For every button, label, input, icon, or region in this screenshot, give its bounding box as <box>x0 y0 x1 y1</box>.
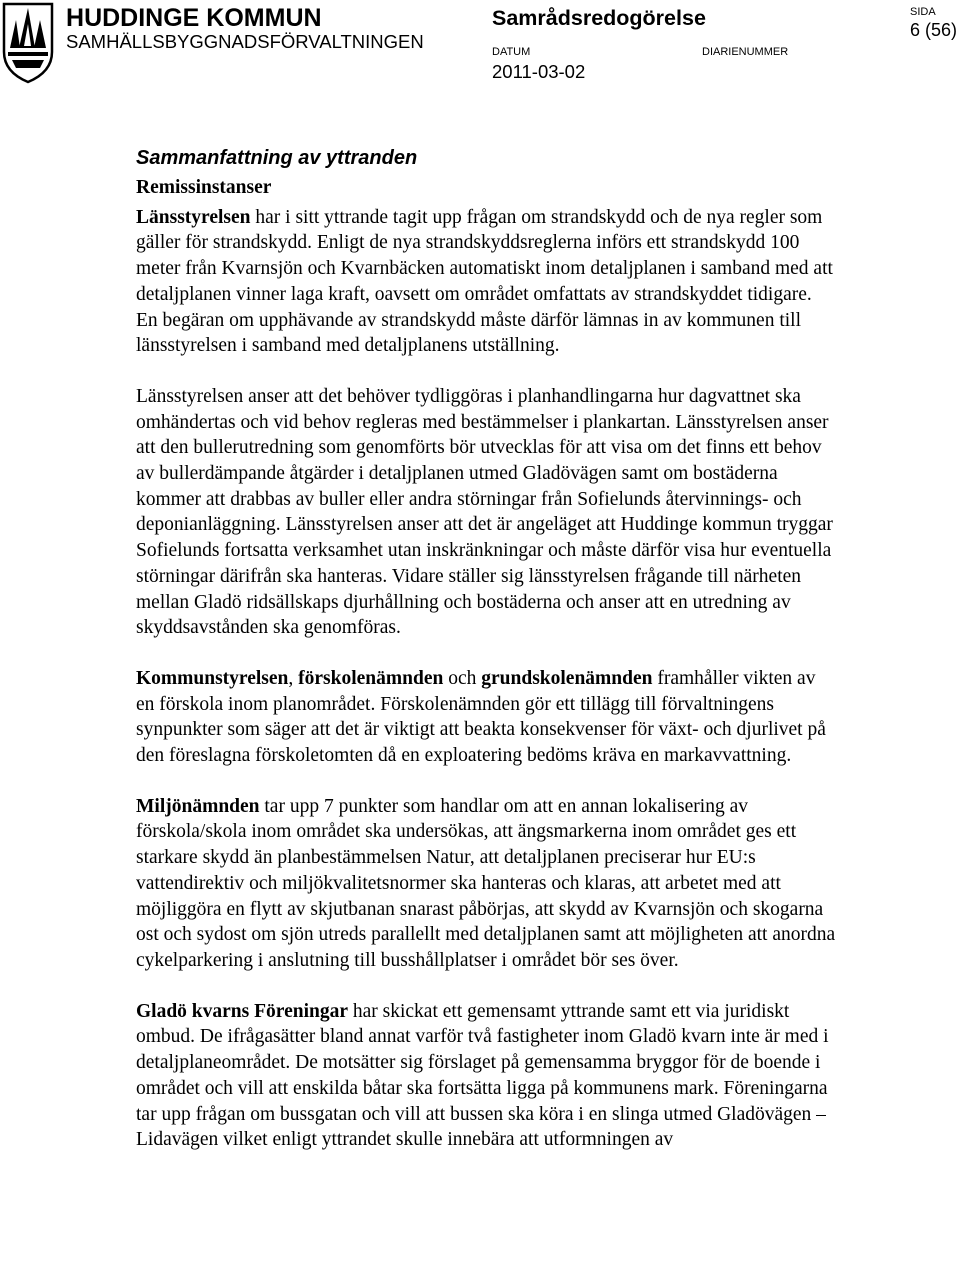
paragraph-glado-kvarns-foreningar: Gladö kvarns Föreningar har skickat ett gemensamt yttrande samt ett via juridiskt ombud. De ifrågasätter bland annat varför två fastigheter inom Gladö kvarn inte är med i detaljplaneområdet. De motsätter sig förslaget på gemensamma bryggor för de boende i området och vill att enskilda båtar ska fortsätta ligga på kommunens mark. Föreningarna tar upp frågan om bussgatan och vill att bussen ska köra i en slinga utmed Gladövägen – Lidavägen vilket enligt yttrandet skulle innebära att utformningen av <box>136 1000 829 1151</box>
paragraph-lansstyrelsen-dagvatten: Länsstyrelsen anser att det behöver tydliggöras i planhandlingarna hur dagvattnet ska omhändertas och vid behov regleras med bestämmelser i plankartan. Länsstyrelsen anser att den bullerutredning som genomförts bör utvecklas för att visa om det finns ett behov av bullerdämpande åtgärder i detaljplanen utmed Gladövägen samt om bostäderna kommer att drabbas av buller eller andra störningar från Sofielunds återvinnings- och deponianläggning. Länsstyrelsen anser att det är angeläget att Huddinge kommun tryggar Sofielunds fortsatta verksamhet utan inskränkningar och måste därför visa hur eventuella störningar därifrån ska hanteras. Vidare ställer sig länsstyrelsen frågande till närheten mellan Gladö ridsällskaps djurhållning och bostäderna och anser att en utredning av skyddsavstånden ska genomföras. <box>136 385 833 639</box>
document-body <box>136 144 836 1153</box>
subheading: Remissinstanser <box>136 177 272 198</box>
date-value: 2011-03-02 <box>492 61 586 82</box>
paragraph-lansstyrelsen-strandskydd: Länsstyrelsen har i sitt yttrande tagit upp frågan om strandskydd och de nya regler som gäller för strandskydd. Enligt de nya strandskyddsreglerna införs ett strandskydd 100 meter från Kvarnsjön och Kvarnbäcken automatiskt inom detaljplanen i samband med att detaljplanen vinner laga kraft, oavsett om området omfattats av strandskyddet tidigare. En begäran om upphävande av strandskydd måste därför lämnas in av kommunen till länsstyrelsen i samband med detaljplanens utställning. <box>136 206 833 357</box>
organization-name: HUDDINGE KOMMUN <box>66 4 322 32</box>
huddinge-crest-icon <box>2 2 54 84</box>
section-title: Sammanfattning av yttranden <box>136 147 418 169</box>
page-label: SIDA <box>910 6 936 18</box>
date-label: DATUM <box>492 46 531 58</box>
document-type: Samrådsredogörelse <box>492 6 706 30</box>
department-name: SAMHÄLLSBYGGNADSFÖRVALTNINGEN <box>66 31 424 52</box>
paragraph-kommunstyrelsen: Kommunstyrelsen, förskolenämnden och grundskolenämnden framhåller vikten av en förskola inom planområdet. Förskolenämnden gör ett tillägg till förvaltningens synpunkter som säger att det är viktigt att beakta konsekvenser för växt- och djurlivet på den föreslagna förskoletomten då en exploatering bedöms kräva en markavvattning. <box>136 667 826 767</box>
page-number: 6 (56) <box>910 20 958 40</box>
page-header <box>0 0 960 90</box>
paragraph-miljonamnden: Miljönämnden tar upp 7 punkter som handlar om att en annan lokalisering av förskola/skola inom området ska undersökas, att ängsmarkerna inom området ges ett starkare skydd än planbestämmelsen Natur, att detaljplanen preciserar hur EU:s vattendirektiv och miljökvalitetsnormer ska hanteras och klaras, att arbetet med att möjliggöra en flytt av skjutbanan snarast påbörjas, att skydd av Kvarnsjön och skogarna ost och sydost om sjön utreds parallellt med detaljplanen samt att möjligheten att anordna cykelparkering i anslutning till busshållplatser i området bör ses över. <box>136 795 836 971</box>
diary-number-label: DIARIENUMMER <box>702 46 789 58</box>
